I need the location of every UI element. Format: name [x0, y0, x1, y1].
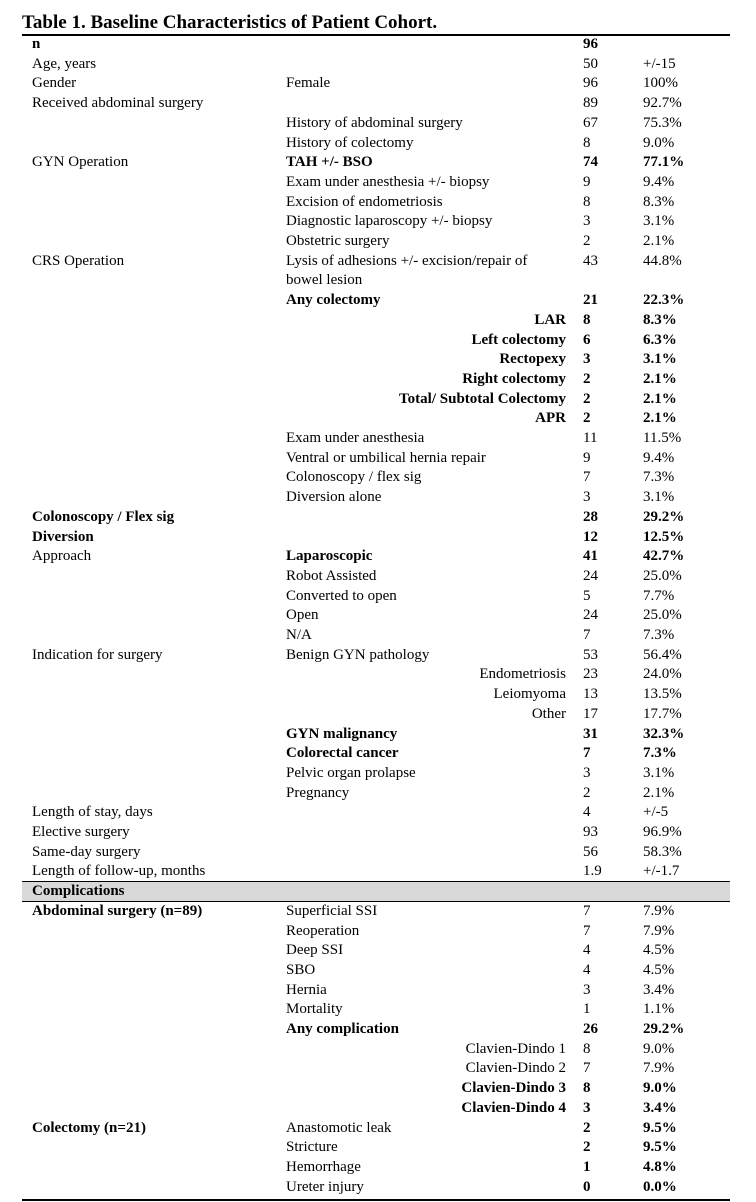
cell-c2r: Clavien-Dindo 1: [465, 1040, 566, 1057]
cell-c3: 2: [583, 370, 591, 387]
cell-c3: 53: [583, 646, 598, 663]
cell-c2r: Leiomyoma: [493, 686, 566, 703]
cell-c3: 2: [583, 410, 591, 427]
cell-c2: Pelvic organ prolapse: [286, 764, 416, 781]
cell-c3: 24: [583, 607, 598, 624]
cell-c4: 92.7%: [643, 95, 682, 112]
cell-c1: Abdominal surgery (n=89): [32, 902, 203, 919]
cell-c3: 74: [583, 154, 598, 171]
cell-c3: 26: [583, 1021, 598, 1037]
cell-c3: 43: [583, 252, 598, 269]
cell-c4: 9.0%: [643, 1080, 677, 1097]
cell-c4: 8.3%: [643, 193, 675, 210]
cell-c4: 13.5%: [643, 686, 682, 703]
cell-c2: History of abdominal surgery: [286, 114, 463, 131]
cell-c2: Diversion alone: [286, 489, 382, 506]
cell-c1: Diversion: [32, 528, 94, 545]
cell-c2: Mortality: [286, 1001, 343, 1018]
cell-c4: 2.1%: [643, 370, 677, 387]
cell-c1: Same-day surgery: [32, 843, 141, 860]
cell-c4: 3.1%: [643, 351, 677, 368]
cell-c2r: APR: [535, 410, 566, 427]
cell-c2: Ureter injury: [286, 1178, 364, 1195]
cell-c2: Robot Assisted: [286, 567, 377, 584]
cell-c3: 6: [583, 331, 591, 348]
cell-c1: n: [32, 36, 41, 52]
cell-c2: Colorectal cancer: [286, 745, 399, 762]
cell-c3: 1: [583, 1158, 591, 1175]
cell-c4: 12.5%: [643, 528, 685, 545]
cell-c2r: Right colectomy: [462, 370, 566, 387]
cell-c2: Superficial SSI: [286, 902, 378, 919]
cell-c2: Anastomotic leak: [286, 1119, 392, 1136]
cell-c4: 9.5%: [643, 1119, 677, 1136]
cell-c2: Obstetric surgery: [286, 233, 390, 249]
cell-c3: 23: [583, 666, 598, 683]
cell-c3: 8: [583, 1040, 591, 1057]
cell-c3: 41: [583, 548, 598, 565]
cell-c4: 58.3%: [643, 843, 682, 860]
cell-c2: Excision of endometriosis: [286, 193, 443, 210]
cell-c3: 96: [583, 75, 598, 92]
cell-c4: 22.3%: [643, 292, 685, 309]
cell-c4: 1.1%: [643, 1001, 675, 1018]
cell-c4: 0.0%: [643, 1178, 677, 1195]
cell-c2r: LAR: [534, 311, 566, 328]
cell-c2: bowel lesion: [286, 272, 363, 289]
cell-c3: 31: [583, 725, 598, 742]
cell-c2r: Rectopexy: [499, 351, 566, 368]
cell-c3: 1.9: [583, 863, 602, 880]
cell-c4: 2.1%: [643, 390, 677, 407]
cell-c3: 56: [583, 843, 598, 860]
cell-c1: Elective surgery: [32, 824, 130, 840]
cell-c3: 5: [583, 587, 591, 604]
cell-c3: 8: [583, 311, 591, 328]
cell-c2: Deep SSI: [286, 942, 344, 959]
cell-c3: 3: [583, 489, 591, 506]
cell-c4: 77.1%: [643, 154, 685, 171]
cell-c3: 7: [583, 469, 591, 486]
cell-c4: 6.3%: [643, 331, 677, 348]
cell-c1: Colonoscopy / Flex sig: [32, 508, 175, 525]
cell-c4: 3.1%: [643, 213, 675, 230]
cell-c3: 7: [583, 627, 591, 643]
cell-c4: 2.1%: [643, 233, 675, 249]
cell-c1: GYN Operation: [32, 154, 129, 171]
cell-c2: Any colectomy: [286, 292, 381, 309]
cell-c4: 9.4%: [643, 173, 675, 190]
cell-c2: Reoperation: [286, 922, 360, 939]
cell-c2: Female: [286, 75, 331, 92]
cell-c4: 2.1%: [643, 784, 675, 801]
cell-c1: Indication for surgery: [32, 646, 163, 663]
cell-c2: Converted to open: [286, 587, 397, 604]
cell-c2: Colonoscopy / flex sig: [286, 469, 422, 486]
cell-c4: 7.9%: [643, 922, 675, 939]
cell-c3: 7: [583, 902, 591, 919]
cell-c4: 7.3%: [643, 627, 675, 643]
cell-c3: 7: [583, 745, 591, 762]
cell-c4: 17.7%: [643, 705, 682, 722]
cell-c3: 3: [583, 1099, 591, 1116]
top-rule: [22, 34, 730, 36]
cell-c1: Received abdominal surgery: [32, 95, 204, 112]
cell-c2r: Clavien-Dindo 4: [461, 1099, 566, 1116]
cell-c3: 2: [583, 784, 591, 801]
cell-c4: 44.8%: [643, 252, 682, 269]
cell-c1: CRS Operation: [32, 252, 125, 269]
cell-c3: 4: [583, 942, 591, 959]
cell-c3: 8: [583, 193, 591, 210]
cell-c3: 9: [583, 449, 591, 466]
cell-c4: 9.0%: [643, 1040, 675, 1057]
cell-c3: 3: [583, 351, 591, 368]
cell-c2: Stricture: [286, 1139, 338, 1156]
cell-c1: Length of follow-up, months: [32, 863, 206, 880]
cell-c4: 100%: [643, 75, 678, 92]
cell-c3: 4: [583, 961, 591, 978]
cell-c3: 2: [583, 390, 591, 407]
cell-c3: 89: [583, 95, 598, 112]
cell-c4: 9.5%: [643, 1139, 677, 1156]
cell-c1: Gender: [32, 75, 77, 92]
cell-c2: Diagnostic laparoscopy +/- biopsy: [286, 213, 493, 230]
cell-c2: Exam under anesthesia: [286, 430, 425, 446]
cell-c4: 75.3%: [643, 114, 682, 131]
cell-c4: 7.9%: [643, 1060, 675, 1077]
cell-c2: Any complication: [286, 1021, 399, 1037]
cell-c3: 17: [583, 705, 598, 722]
cell-c1: Approach: [32, 548, 92, 565]
cell-c2r: Total/ Subtotal Colectomy: [399, 390, 566, 407]
cell-c4: 3.1%: [643, 764, 675, 781]
cell-c4: 4.8%: [643, 1158, 677, 1175]
cell-c3: 9: [583, 173, 591, 190]
cell-c3: 3: [583, 213, 591, 230]
cell-c3: 4: [583, 804, 591, 821]
cell-c4: 3.4%: [643, 1099, 677, 1116]
cell-c4: 4.5%: [643, 961, 675, 978]
cell-c2: GYN malignancy: [286, 725, 398, 742]
cell-c2: TAH +/- BSO: [286, 154, 373, 171]
cell-c2: Open: [286, 607, 319, 624]
cell-c3: 1: [583, 1001, 591, 1018]
cell-c4: 3.4%: [643, 981, 675, 998]
bottom-rule: [22, 1199, 730, 1201]
cell-c3: 0: [583, 1178, 591, 1195]
cell-c2: Hernia: [286, 981, 327, 998]
cell-c2r: Clavien-Dindo 3: [461, 1080, 566, 1097]
cell-c3: 3: [583, 764, 591, 781]
cell-c3: 12: [583, 528, 598, 545]
cell-c4: 9.0%: [643, 134, 675, 151]
cell-c3: 67: [583, 114, 598, 131]
cell-c2r: Left colectomy: [471, 331, 566, 348]
cell-c4: 29.2%: [643, 508, 685, 525]
cell-c3: 93: [583, 824, 598, 840]
cell-c2r: Endometriosis: [479, 666, 566, 683]
cell-c3: 2: [583, 233, 591, 249]
cell-c4: +/-15: [643, 55, 676, 72]
cell-c4: 11.5%: [643, 430, 682, 446]
cell-c2: N/A: [286, 627, 312, 643]
cell-c4: 7.3%: [643, 469, 675, 486]
section-header-band: [22, 881, 730, 902]
cell-c2: Lysis of adhesions +/- excision/repair of: [286, 252, 528, 269]
cell-c4: 96.9%: [643, 824, 682, 840]
cell-c3: 8: [583, 134, 591, 151]
cell-c3: 2: [583, 1119, 591, 1136]
cell-c4: 7.3%: [643, 745, 677, 762]
cell-c2: Hemorrhage: [286, 1158, 361, 1175]
cell-c3: 50: [583, 55, 598, 72]
cell-c4: 2.1%: [643, 410, 677, 427]
cell-c2: SBO: [286, 961, 316, 978]
cell-c4: 4.5%: [643, 942, 675, 959]
cell-c3: 3: [583, 981, 591, 998]
cell-c3: 7: [583, 1060, 591, 1077]
cell-c4: +/-5: [643, 804, 669, 821]
cell-c4: 24.0%: [643, 666, 682, 683]
cell-c4: 25.0%: [643, 607, 682, 624]
cell-c2: Ventral or umbilical hernia repair: [286, 449, 486, 466]
cell-c2: Benign GYN pathology: [286, 646, 430, 663]
cell-c4: +/-1.7: [643, 863, 680, 880]
cell-c4: 42.7%: [643, 548, 685, 565]
cell-c4: 8.3%: [643, 311, 677, 328]
cell-c3: 13: [583, 686, 598, 703]
cell-c4: 7.9%: [643, 902, 675, 919]
cell-c2: Laparoscopic: [286, 548, 373, 565]
cell-c4: 29.2%: [643, 1021, 685, 1037]
cell-c2r: Other: [531, 705, 566, 722]
cell-c4: 56.4%: [643, 646, 682, 663]
cell-c2: Pregnancy: [286, 784, 350, 801]
cell-c3: 7: [583, 922, 591, 939]
cell-c4: 32.3%: [643, 725, 685, 742]
cell-c3: 24: [583, 567, 598, 584]
cell-c4: 9.4%: [643, 449, 675, 466]
table-title: Table 1. Baseline Characteristics of Patient Cohort.: [22, 12, 438, 33]
cell-c3: 2: [583, 1139, 591, 1156]
cell-c4: 25.0%: [643, 567, 682, 584]
cell-c2r: Clavien-Dindo 2: [465, 1060, 566, 1077]
cell-c1: Age, years: [32, 55, 97, 72]
cell-c4: 7.7%: [643, 587, 675, 604]
cell-c1: Complications: [32, 883, 125, 900]
cell-c3: 28: [583, 508, 598, 525]
cell-c1: Length of stay, days: [32, 804, 153, 821]
cell-c3: 8: [583, 1080, 591, 1097]
cell-c3: 96: [583, 36, 598, 52]
cell-c1: Colectomy (n=21): [32, 1119, 146, 1136]
cell-c3: 21: [583, 292, 598, 309]
cell-c2: Exam under anesthesia +/- biopsy: [286, 173, 490, 190]
cell-c3: 11: [583, 430, 598, 446]
cell-c2: History of colectomy: [286, 134, 414, 151]
cell-c4: 3.1%: [643, 489, 675, 506]
